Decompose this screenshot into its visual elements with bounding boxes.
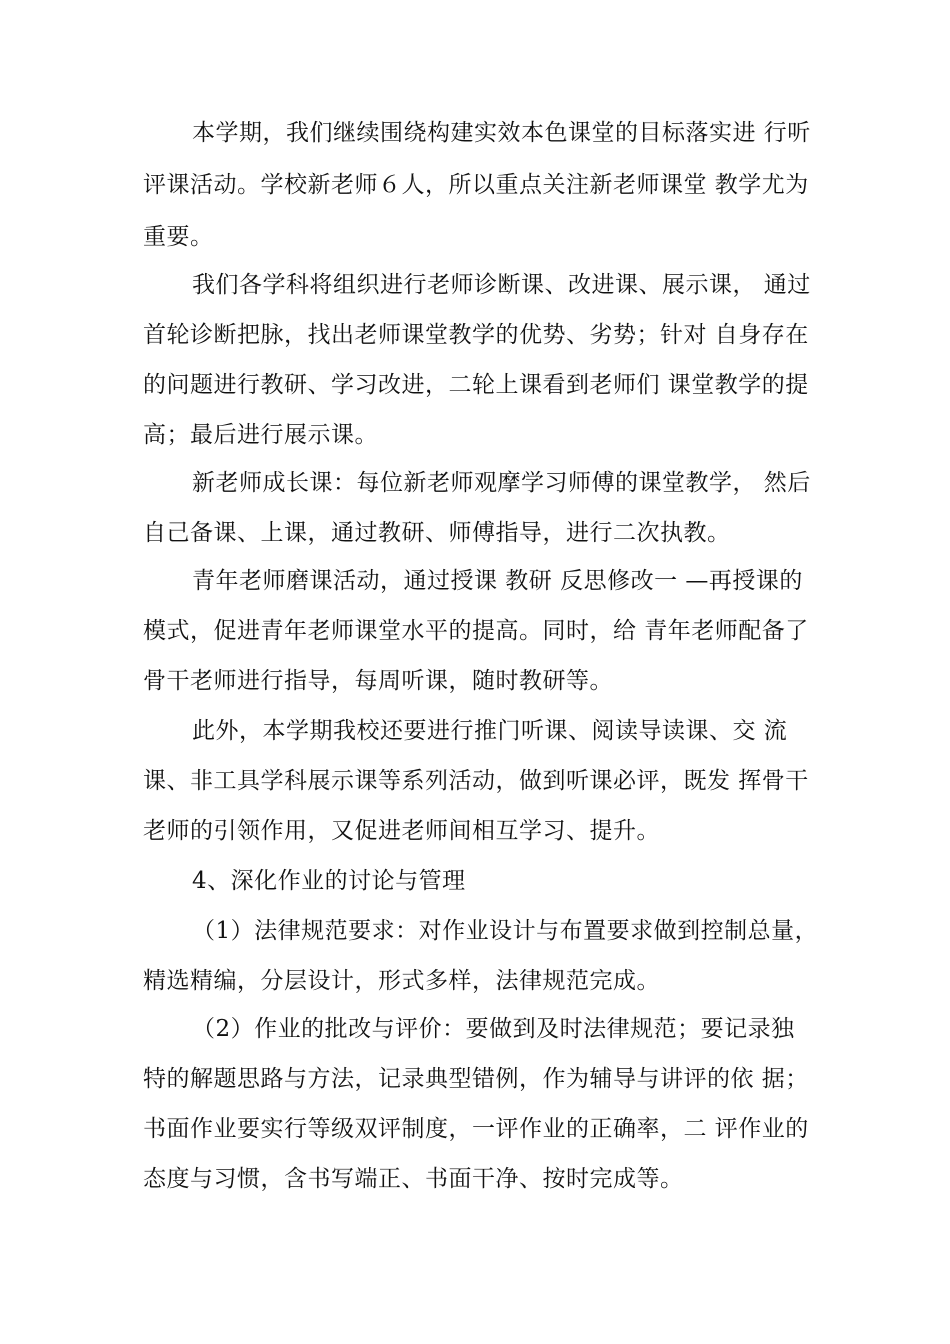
paragraph-2-line-4: 高；最后进行展示课。	[143, 422, 378, 448]
paragraph-5-line-2: 课、非工具学科展示课等系列活动，做到听课必评，既发 挥骨干	[143, 768, 809, 794]
paragraph-3-line-1: 新老师成长课：每位新老师观摩学习师傅的课堂教学， 然后	[192, 470, 811, 496]
paragraph-4-line-3: 骨干老师进行指导，每周听课，随时教研等。	[143, 668, 613, 694]
item-2-line-2: 特的解题思路与方法，记录典型错例，作为辅导与讲评的依 据；	[143, 1066, 809, 1092]
paragraph-2-line-3: 的问题进行教研、学习改进，二轮上课看到老师们 课堂教学的提	[143, 372, 809, 398]
paragraph-1-line-2: 评课活动。学校新老师６人，所以重点关注新老师课堂 教学尤为	[143, 172, 809, 198]
item-2-line-3: 书面作业要实行等级双评制度，一评作业的正确率，二 评作业的	[143, 1116, 809, 1142]
paragraph-5-line-3: 老师的引领作用，又促进老师间相互学习、提升。	[143, 818, 660, 844]
paragraph-5-line-1: 此外，本学期我校还要进行推门听课、阅读导读课、交 流	[192, 718, 788, 744]
paragraph-1-line-3: 重要。	[143, 224, 214, 250]
section-heading: 4、深化作业的讨论与管理	[192, 868, 466, 894]
item-1-line-1: （1）法律规范要求：对作业设计与布置要求做到控制总量，	[192, 918, 819, 944]
item-1-line-2: 精选精编，分层设计，形式多样，法律规范完成。	[143, 968, 660, 994]
paragraph-1-line-1: 本学期，我们继续围绕构建实效本色课堂的目标落实进 行听	[192, 120, 811, 146]
paragraph-4-line-1: 青年老师磨课活动，通过授课 教研 反思修改一 —再授课的	[192, 568, 803, 594]
paragraph-4-line-2: 模式，促进青年老师课堂水平的提高。同时，给 青年老师配备了	[143, 618, 809, 644]
item-2-line-1: （2）作业的批改与评价：要做到及时法律规范；要记录独	[192, 1016, 795, 1042]
paragraph-3-line-2: 自己备课、上课，通过教研、师傅指导，进行二次执教。	[143, 520, 731, 546]
paragraph-2-line-2: 首轮诊断把脉，找出老师课堂教学的优势、劣势；针对 自身存在	[143, 322, 809, 348]
item-2-line-4: 态度与习惯，含书写端正、书面干净、按时完成等。	[143, 1166, 684, 1192]
paragraph-2-line-1: 我们各学科将组织进行老师诊断课、改进课、展示课， 通过	[192, 272, 811, 298]
